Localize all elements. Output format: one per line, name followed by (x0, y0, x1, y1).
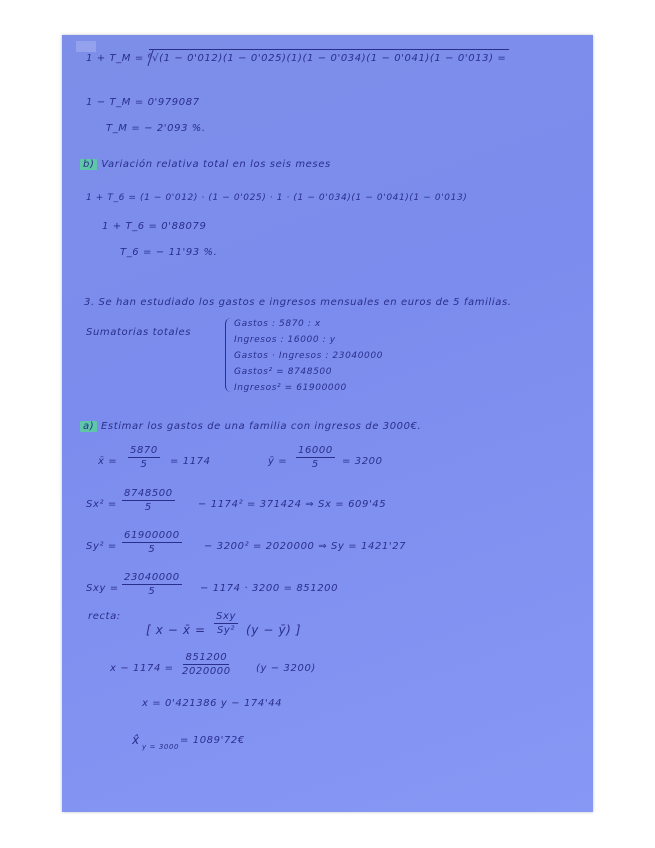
sums-label: Sumatorias totales (86, 327, 192, 338)
sum-gastos: Gastos : 5870 : x (234, 319, 321, 329)
heading-a (80, 421, 421, 432)
recta-rhs: (y − ȳ) ] (246, 623, 302, 637)
line-tm-result: T_M = − 2'093 %. (106, 123, 206, 134)
eq1-numerator: 851200 (185, 652, 228, 663)
heading-b-text: Variación relativa total en los seis meses (101, 159, 331, 170)
recta-denominator: Sy² (216, 625, 236, 636)
sxy-fraction (122, 572, 182, 597)
eq1-fraction (182, 652, 231, 677)
line-t6-result: T_6 = − 11'93 %. (120, 247, 218, 258)
eq2-result: x = 0'421386 y − 174'44 (142, 698, 283, 709)
eq1-rhs: (y − 3200) (256, 663, 316, 674)
ybar-numerator: 16000 (298, 445, 333, 456)
sy-denominator: 5 (148, 544, 156, 555)
sx-numerator: 8748500 (124, 488, 173, 499)
eq1-lhs: x − 1174 = (110, 663, 174, 674)
sx-denominator: 5 (144, 502, 152, 513)
final-estimate-value: = 1089'72€ (180, 735, 245, 746)
heading-a-text: Estimar los gastos de una familia con ingresos de 3000€. (101, 421, 422, 432)
recta-label: recta: (88, 611, 121, 622)
recta-fraction (214, 611, 238, 636)
recta-numerator: Sxy (216, 611, 236, 622)
xbar-numerator: 5870 (130, 445, 158, 456)
sy-rhs: − 3200² = 2020000 ⇒ Sy = 1421'27 (204, 541, 407, 552)
xbar-denominator: 5 (140, 459, 148, 470)
label-b: b) (80, 159, 97, 170)
eq1-denominator: 2020000 (182, 666, 231, 677)
final-estimate-subscript: y = 3000 (142, 743, 180, 751)
sum-products: Gastos · Ingresos : 23040000 (234, 351, 384, 361)
sxy-numerator: 23040000 (124, 572, 180, 583)
notebook-page (62, 35, 593, 812)
line-tm-value: 1 − T_M = 0'979087 (86, 97, 200, 108)
final-estimate-symbol: x̂ (132, 733, 140, 747)
sxy-rhs: − 1174 · 3200 = 851200 (200, 583, 339, 594)
ybar-lhs: ȳ = (268, 456, 288, 467)
ybar-rhs: = 3200 (342, 456, 383, 467)
sums-brace (225, 318, 232, 392)
sy-lhs: Sy² = (86, 541, 117, 552)
xbar-lhs: x̄ = (98, 456, 118, 467)
sxy-lhs: Sxy = (86, 583, 119, 594)
line-t6-value: 1 + T_6 = 0'88079 (102, 221, 207, 232)
sx-lhs: Sx² = (86, 499, 117, 510)
corner-tab-mark (76, 41, 96, 52)
xbar-fraction (128, 445, 160, 470)
sx-rhs: − 1174² = 371424 ⇒ Sx = 609'45 (198, 499, 387, 510)
line-t6-expression: 1 + T_6 = (1 − 0'012) · (1 − 0'025) · 1 · (1 − 0'034)(1 − 0'041)(1 − 0'013) (86, 193, 468, 203)
sum-gastos-squared: Gastos² = 8748500 (234, 367, 333, 377)
label-a: a) (80, 421, 97, 432)
sum-ingresos-squared: Ingresos² = 61900000 (234, 383, 347, 393)
problem-3-statement: 3. Se han estudiado los gastos e ingresos mensuales en euros de 5 familias. (84, 297, 512, 308)
sx-fraction (122, 488, 175, 513)
recta-lhs: [ x − x̄ = (146, 623, 206, 637)
sy-fraction (122, 530, 182, 555)
ybar-denominator: 5 (311, 459, 319, 470)
xbar-rhs: = 1174 (170, 456, 211, 467)
sxy-denominator: 5 (148, 586, 156, 597)
sy-numerator: 61900000 (124, 530, 180, 541)
line-geometric-mean: 1 + T_M = ⁶√(1 − 0'012)(1 − 0'025)(1)(1 − 0'034)(1 − 0'041)(1 − 0'013) = (86, 53, 507, 64)
heading-b (80, 159, 331, 170)
ybar-fraction (296, 445, 335, 470)
sum-ingresos: Ingresos : 16000 : y (234, 335, 336, 345)
